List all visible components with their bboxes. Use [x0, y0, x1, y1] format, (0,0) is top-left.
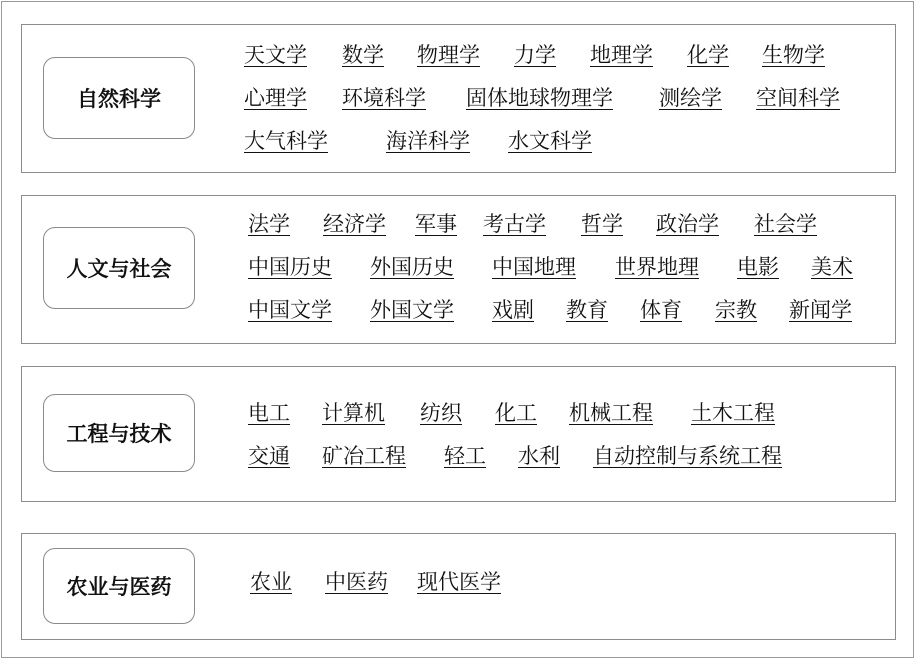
topic-link[interactable]: 轻工	[444, 444, 486, 468]
topic-link[interactable]: 生物学	[762, 43, 825, 67]
topic-link[interactable]: 土木工程	[691, 401, 775, 425]
topic-link[interactable]: 体育	[640, 298, 682, 322]
topic-link[interactable]: 固体地球物理学	[466, 86, 613, 110]
category-label: 人文与社会	[43, 227, 195, 309]
topic-link[interactable]: 机械工程	[569, 401, 653, 425]
topic-link[interactable]: 中国文学	[248, 298, 332, 322]
topic-link[interactable]: 中国地理	[492, 255, 576, 279]
topic-link[interactable]: 环境科学	[342, 86, 426, 110]
topic-link[interactable]: 经济学	[323, 212, 386, 236]
topic-link[interactable]: 化学	[687, 43, 729, 67]
topic-link[interactable]: 戏剧	[492, 298, 534, 322]
topic-link[interactable]: 新闻学	[789, 298, 852, 322]
section-humanities-society	[21, 195, 896, 344]
topic-link[interactable]: 电影	[737, 255, 779, 279]
topic-link[interactable]: 电工	[248, 401, 290, 425]
topic-link[interactable]: 外国历史	[370, 255, 454, 279]
topic-link[interactable]: 军事	[415, 212, 457, 236]
topic-link[interactable]: 纺织	[420, 401, 462, 425]
topic-link[interactable]: 水利	[518, 444, 560, 468]
topic-link[interactable]: 计算机	[322, 401, 385, 425]
topic-link[interactable]: 天文学	[244, 43, 307, 67]
section-engineering-technology	[21, 366, 896, 502]
topic-link[interactable]: 力学	[514, 43, 556, 67]
topic-link[interactable]: 教育	[566, 298, 608, 322]
topic-link[interactable]: 地理学	[590, 43, 653, 67]
topic-link[interactable]: 哲学	[581, 212, 623, 236]
category-label: 自然科学	[43, 57, 195, 139]
topic-link[interactable]: 法学	[248, 212, 290, 236]
topic-link[interactable]: 数学	[342, 43, 384, 67]
topic-link[interactable]: 政治学	[656, 212, 719, 236]
topic-link[interactable]: 测绘学	[659, 86, 722, 110]
section-natural-science	[21, 24, 896, 173]
topic-link[interactable]: 农业	[250, 570, 292, 594]
topic-link[interactable]: 海洋科学	[386, 129, 470, 153]
topic-link[interactable]: 宗教	[715, 298, 757, 322]
category-label: 工程与技术	[43, 394, 195, 472]
topic-link[interactable]: 考古学	[483, 212, 546, 236]
topic-link[interactable]: 世界地理	[615, 255, 699, 279]
topic-link[interactable]: 现代医学	[417, 570, 501, 594]
topic-link[interactable]: 物理学	[417, 43, 480, 67]
topic-link[interactable]: 交通	[248, 444, 290, 468]
topic-link[interactable]: 矿冶工程	[322, 444, 406, 468]
section-agriculture-medicine	[21, 533, 896, 640]
topic-link[interactable]: 自动控制与系统工程	[593, 444, 782, 468]
topic-link[interactable]: 心理学	[244, 86, 307, 110]
topic-link[interactable]: 水文科学	[508, 129, 592, 153]
topic-link[interactable]: 社会学	[754, 212, 817, 236]
topic-link[interactable]: 中国历史	[248, 255, 332, 279]
category-label: 农业与医药	[43, 548, 195, 624]
topic-link[interactable]: 大气科学	[244, 129, 328, 153]
topic-link[interactable]: 美术	[811, 255, 853, 279]
topic-link[interactable]: 化工	[495, 401, 537, 425]
topic-link[interactable]: 中医药	[325, 570, 388, 594]
topic-link[interactable]: 外国文学	[370, 298, 454, 322]
topic-link[interactable]: 空间科学	[756, 86, 840, 110]
